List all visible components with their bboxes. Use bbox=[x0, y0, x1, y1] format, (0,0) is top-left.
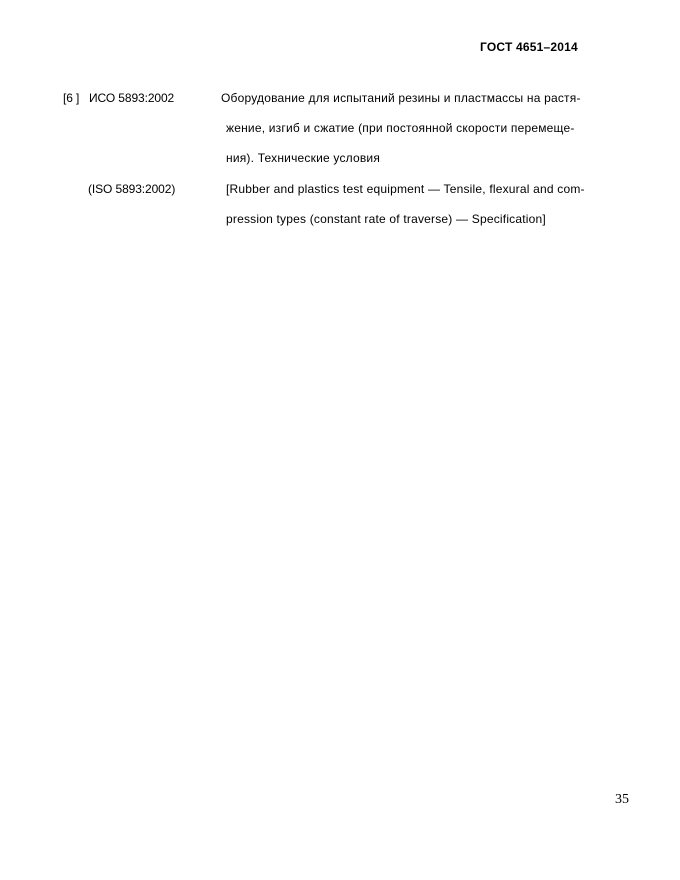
reference-title-line: Оборудование для испытаний резины и пластмассы на растя- bbox=[221, 91, 581, 105]
reference-title-line: жение, изгиб и сжатие (при постоянной скорости перемеще- bbox=[226, 121, 575, 135]
reference-marker: [6 ] bbox=[63, 91, 80, 105]
reference-title-line: ния). Технические условия bbox=[226, 151, 381, 165]
reference-code-iso: (ISO 5893:2002) bbox=[88, 182, 176, 196]
page-number: 35 bbox=[615, 792, 629, 807]
reference-code: ИСО 5893:2002 bbox=[89, 91, 175, 105]
document-header: ГОСТ 4651–2014 bbox=[480, 40, 578, 54]
reference-title-line: pression types (constant rate of traverse) — Specification] bbox=[226, 212, 546, 226]
reference-title-line: [Rubber and plastics test equipment — Tensile, flexural and com- bbox=[226, 182, 585, 196]
